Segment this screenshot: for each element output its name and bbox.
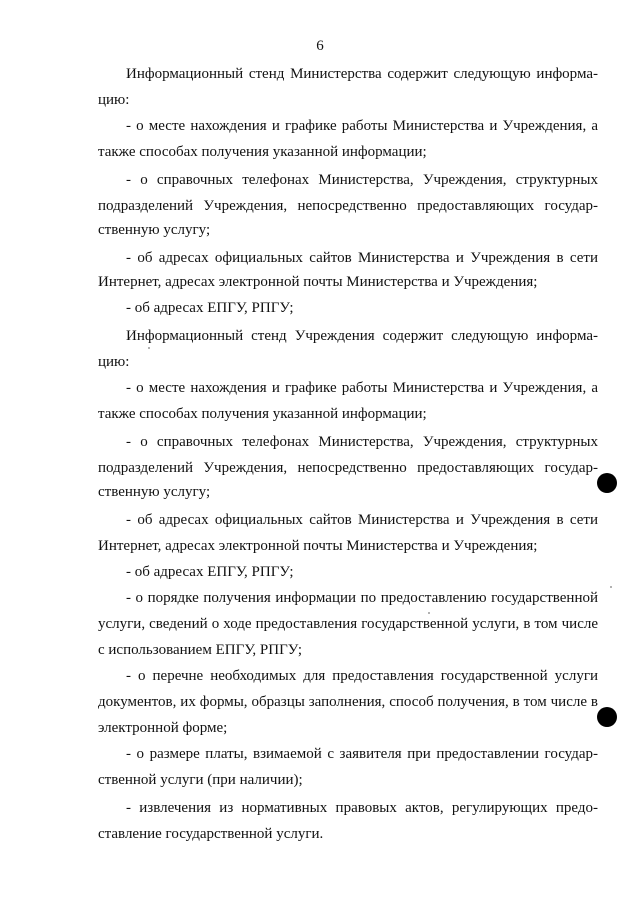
text-line: - о месте нахождения и графике работы Министерства и Учреждения, а: [126, 380, 598, 396]
text-line: Информационный стенд Министерства содержит следующую информа-: [126, 66, 598, 82]
text-line: цию:: [98, 354, 130, 370]
text-line: документов, их формы, образцы заполнения, способ получения, в том числе в: [98, 694, 598, 710]
punch-hole: [597, 473, 617, 493]
text-line: ственную услугу;: [98, 484, 211, 500]
page-number: 6: [316, 38, 324, 54]
text-line: цию:: [98, 92, 130, 108]
text-line: Интернет, адресах электронной почты Министерства и Учреждения;: [98, 538, 538, 554]
scan-speck: [610, 586, 612, 588]
text-line: - об адресах официальных сайтов Министерства и Учреждения в сети: [126, 250, 598, 266]
text-line: также способах получения указанной информации;: [98, 406, 427, 422]
scan-speck: [148, 347, 150, 349]
text-line: - об адресах ЕПГУ, РПГУ;: [126, 300, 294, 316]
text-line: - об адресах ЕПГУ, РПГУ;: [126, 564, 294, 580]
text-line: также способах получения указанной информации;: [98, 144, 427, 160]
text-line: подразделений Учреждения, непосредственно предоставляющих государ-: [98, 460, 598, 476]
text-line: услуги, сведений о ходе предоставления государственной услуги, в том числе: [98, 616, 598, 632]
text-line: Интернет, адресах электронной почты Министерства и Учреждения;: [98, 274, 538, 290]
text-line: - о справочных телефонах Министерства, Учреждения, структурных: [126, 172, 598, 188]
text-line: - извлечения из нормативных правовых актов, регулирующих предо-: [126, 800, 598, 816]
scan-speck: [428, 612, 430, 614]
text-line: - об адресах официальных сайтов Министерства и Учреждения в сети: [126, 512, 598, 528]
punch-hole: [597, 707, 617, 727]
text-line: ственную услугу;: [98, 222, 211, 238]
text-line: - о порядке получения информации по предоставлению государственной: [126, 590, 598, 606]
text-line: с использованием ЕПГУ, РПГУ;: [98, 642, 302, 658]
text-line: - о справочных телефонах Министерства, Учреждения, структурных: [126, 434, 598, 450]
text-line: подразделений Учреждения, непосредственно предоставляющих государ-: [98, 198, 598, 214]
text-line: ственной услуги (при наличии);: [98, 772, 303, 788]
text-line: ставление государственной услуги.: [98, 826, 324, 842]
text-line: - о месте нахождения и графике работы Министерства и Учреждения, а: [126, 118, 598, 134]
text-line: Информационный стенд Учреждения содержит следующую информа-: [126, 328, 598, 344]
text-line: - о размере платы, взимаемой с заявителя при предоставлении государ-: [126, 746, 598, 762]
text-line: - о перечне необходимых для предоставления государственной услуги: [126, 668, 598, 684]
text-line: электронной форме;: [98, 720, 228, 736]
